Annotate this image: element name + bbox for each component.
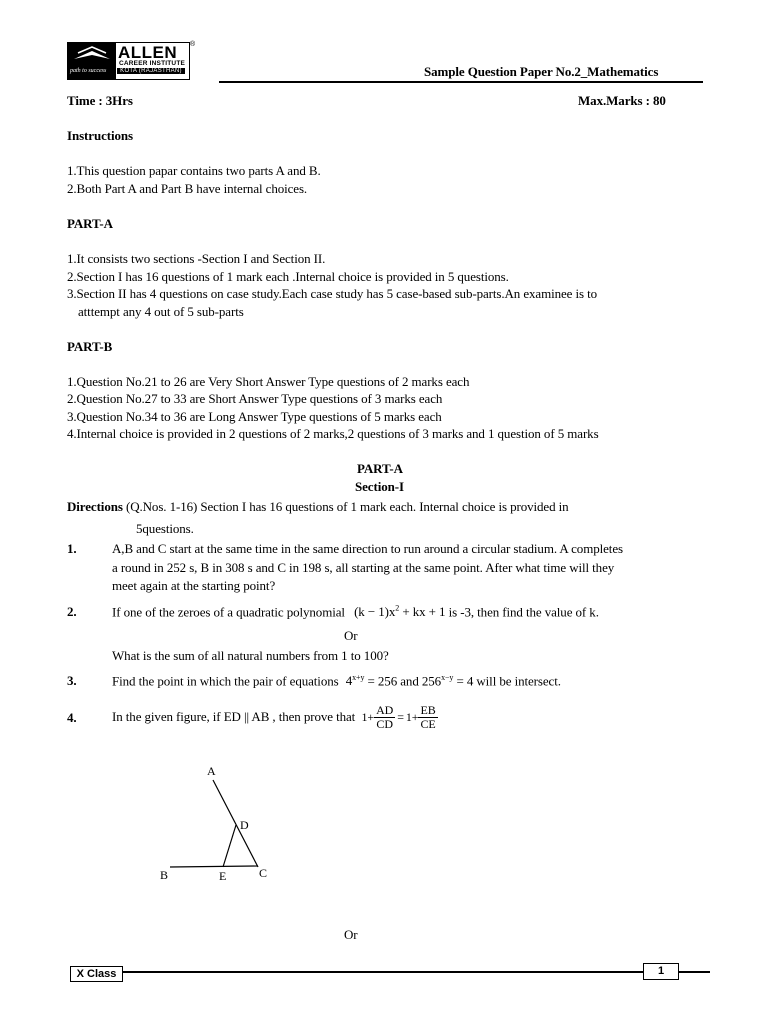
header-rule [219,81,703,83]
or-label: Or [344,628,358,643]
logo-subtitle: CAREER INSTITUTE [119,60,186,67]
q4-one-b: 1+ [405,709,419,724]
q4-equals: = [397,709,404,724]
frac-numerator: AD [376,702,394,717]
time-label: Time : 3Hrs [67,93,133,108]
label-e: E [219,869,227,883]
frac-denominator: CD [376,716,393,731]
q3-pre: Find the point in which the pair of equations [112,673,339,689]
label-a: A [207,764,216,778]
book-icon [68,43,116,67]
fraction-ad-cd [374,704,395,731]
q2-expr-rest: + kx + 1 [399,604,446,620]
frac-denominator: CE [420,716,436,731]
logo-tagline: path to success [70,68,107,74]
q4-one-a: 1+ [361,709,375,724]
q3-post: will be intersect. [473,673,561,689]
q3-eq2-base: 256 [421,673,442,689]
q4-mid: , then prove that [272,709,356,724]
directions-label: Directions [67,499,123,514]
part-a-heading: PART-A [67,216,113,231]
part-a-item-cont: atttempt any 4 out of 5 sub-parts [78,304,244,319]
logo-brand: ALLEN [118,43,178,62]
line-bc [170,866,258,867]
question-number: 4. [67,710,77,725]
q3-and: and [397,673,422,689]
question-2-text [112,604,599,620]
part-b-heading: PART-B [67,339,113,354]
question-3-text [112,673,561,689]
paper-title: Sample Question Paper No.2_Mathematics [424,64,659,79]
question-number: 2. [67,604,77,619]
label-d: D [240,818,249,832]
part-b-item: 1.Question No.21 to 26 are Very Short Answer Type questions of 2 marks each [67,374,470,389]
part-a-item: 3.Section II has 4 questions on case study.Each case study has 5 case-based sub-parts.An examinee is to [67,286,598,301]
part-b-item: 4.Internal choice is provided in 2 questions of 2 marks,2 questions of 3 marks and 1 question of 5 marks [67,426,599,441]
class-label: X Class [70,966,123,982]
directions [67,499,569,515]
part-a-item: 1.It consists two sections -Section I and Section II. [67,251,326,266]
triangle-figure [150,760,290,890]
q2-pre: If one of the zeroes of a quadratic polynomial [112,604,345,620]
fraction-eb-ce [418,704,437,731]
logo-emblem [68,43,116,79]
q4-pre: In the given figure, if [112,709,221,724]
page-number: 1 [643,963,679,980]
max-marks-label: Max.Marks : 80 [578,93,666,108]
directions-text: (Q.Nos. 1-16) Section I has 16 questions of 1 mark each. Internal choice is provided in [122,499,569,514]
question-number: 3. [67,673,77,688]
directions-cont: 5questions. [136,521,194,536]
q2-expr [354,604,445,619]
q2-expr-base: (k − 1)x [354,604,396,620]
part-a-item: 2.Section I has 16 questions of 1 mark each .Internal choice is provided in 5 questions. [67,269,509,284]
instructions-heading: Instructions [67,128,133,143]
footer-rule [121,971,643,973]
registered-mark: ® [190,41,196,48]
label-b: B [160,868,169,882]
question-number: 1. [67,541,77,556]
q3-eq1-exp: x+y [352,673,365,682]
instruction-item: 2.Both Part A and Part B have internal choices. [67,181,308,196]
q3-eq2-rhs: = 4 [453,673,474,689]
q2-post: is -3, then find the value of k. [445,604,599,620]
q4-condition: ED || AB [223,709,270,724]
q3-eq1-rhs: = 256 [364,673,398,689]
allen-logo [67,41,196,80]
part-b-item: 2.Question No.27 to 33 are Short Answer Type questions of 3 marks each [67,391,443,406]
instruction-item: 1.This question papar contains two parts A and B. [67,163,321,178]
line-ed [223,825,236,867]
question-1-line: meet again at the starting point? [112,578,276,593]
footer-rule-right [678,971,710,973]
question-4-text [112,701,438,733]
frac-numerator: EB [420,702,436,717]
q3-eq2-exp: x−y [441,673,454,682]
question-1-line: A,B and C start at the same time in the same direction to run around a circular stadium. A completes [112,541,623,556]
part-title: PART-A [357,461,403,476]
line-ac [213,780,258,867]
section-title: Section-I [355,479,404,494]
label-c: C [259,866,268,880]
q3-eq1-base: 4 [345,673,353,689]
part-b-item: 3.Question No.34 to 36 are Long Answer Type questions of 5 marks each [67,409,442,424]
question-1-line: a round in 252 s, B in 308 s and C in 198 s, all starting at the same point. After what time will they [112,560,615,575]
or-label: Or [344,927,358,942]
question-2-alt: What is the sum of all natural numbers from 1 to 100? [112,648,389,663]
q2-exp: 2 [395,604,400,613]
logo-location: KOTA (RAJASTHAN) [117,68,185,74]
